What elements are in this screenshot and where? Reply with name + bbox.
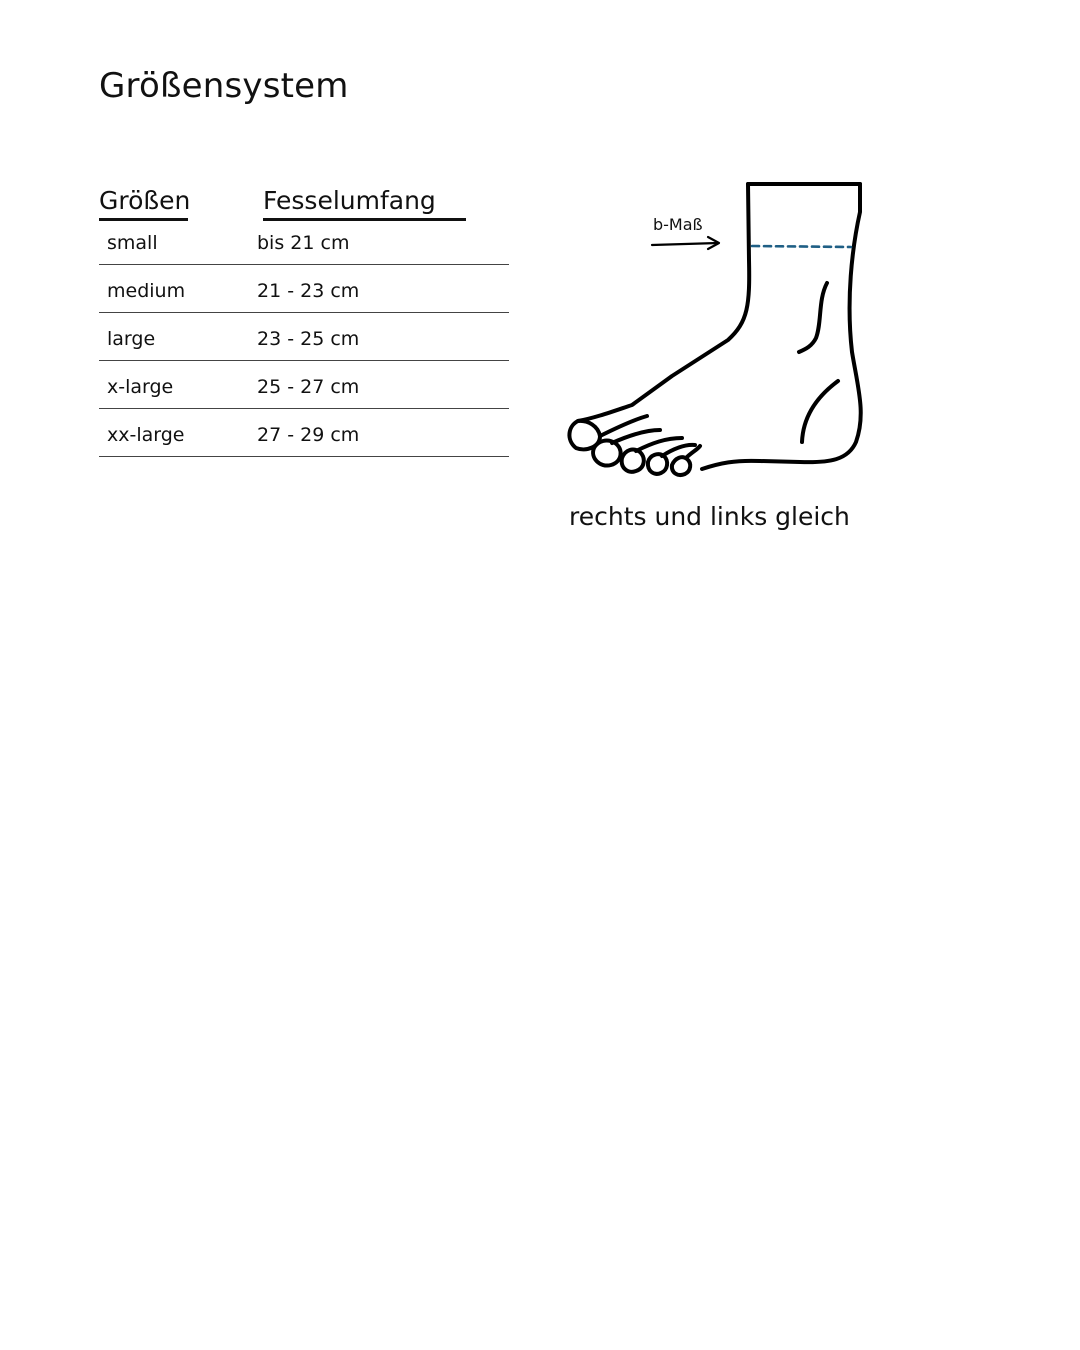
header-circumference: Fesselumfang xyxy=(263,184,466,221)
little-toe-top xyxy=(686,446,700,458)
measure-label: b-Maß xyxy=(653,215,703,234)
size-table xyxy=(99,184,509,457)
circumference-cell: 23 - 25 cm xyxy=(257,328,360,350)
measure-line xyxy=(752,246,851,247)
page-title: Größensystem xyxy=(99,66,349,106)
heel-outline xyxy=(702,184,861,469)
size-cell: xx-large xyxy=(107,424,185,446)
foot-outline-icon xyxy=(560,175,880,485)
table-row xyxy=(99,409,509,457)
size-cell: large xyxy=(107,328,156,350)
size-cell: x-large xyxy=(107,376,174,398)
table-row xyxy=(99,313,509,361)
figure-caption: rechts und links gleich xyxy=(569,502,850,531)
arrow-right-icon xyxy=(652,243,718,245)
table-row xyxy=(99,265,509,313)
header-sizes: Größen xyxy=(99,184,188,221)
circumference-cell: 21 - 23 cm xyxy=(257,280,360,302)
table-row xyxy=(99,361,509,409)
little-toe xyxy=(672,457,690,475)
size-cell: medium xyxy=(107,280,186,302)
heel-inner-line xyxy=(802,381,838,442)
toe-three xyxy=(622,450,644,472)
ankle-line xyxy=(799,283,827,352)
toe-four xyxy=(648,454,667,474)
circumference-cell: 25 - 27 cm xyxy=(257,376,360,398)
toe-two xyxy=(593,441,621,466)
circumference-cell: 27 - 29 cm xyxy=(257,424,360,446)
toe-two-top xyxy=(612,430,660,443)
table-row xyxy=(99,212,509,265)
size-cell: small xyxy=(107,232,158,254)
circumference-cell: bis 21 cm xyxy=(257,232,350,254)
